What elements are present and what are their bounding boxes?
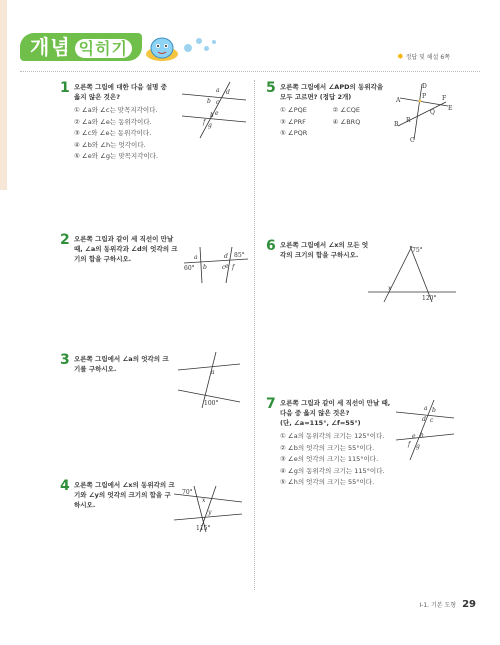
q5-label-R: R bbox=[406, 117, 411, 124]
q7-option-5: ⑤ ∠h의 엇각의 크기는 55°이다. bbox=[280, 478, 375, 486]
q2-number: 2 bbox=[60, 232, 70, 248]
q2-text: 오른쪽 그림과 같이 세 직선이 만날 때, ∠a의 동위각과 ∠d의 엇각의 크기의 합을 구하시오. bbox=[74, 235, 178, 263]
q1-label-f: f bbox=[203, 119, 206, 126]
q5-label-D: D bbox=[422, 83, 427, 90]
q5-label-C: C bbox=[410, 137, 415, 144]
q7-label-h: h bbox=[420, 432, 424, 439]
q7-label-c: c bbox=[430, 417, 434, 424]
q3-block bbox=[74, 354, 174, 374]
q1-option-3: ③ ∠c와 ∠e는 동위각이다. bbox=[74, 129, 152, 137]
star-icon: ✸ bbox=[397, 52, 404, 61]
page-footer bbox=[419, 599, 476, 610]
q7-label-b: b bbox=[432, 407, 436, 414]
q5-text: 오른쪽 그림에서 ∠APD의 동위각을 모두 고르면? (정답 2개) bbox=[280, 83, 384, 101]
q7-options bbox=[280, 431, 392, 489]
q4-block bbox=[74, 480, 176, 510]
q5-option-5: ⑤ ∠PQR bbox=[280, 129, 308, 137]
q3-figure bbox=[176, 350, 246, 414]
section-badge bbox=[20, 33, 142, 61]
q1-label-e: e bbox=[215, 110, 219, 117]
q2-label-b: b bbox=[203, 264, 207, 271]
badge-title-part2: 익히기 bbox=[75, 39, 132, 58]
q7-block bbox=[280, 398, 392, 489]
q6-text: 오른쪽 그림에서 ∠x의 모든 엇각의 크기의 합을 구하시오. bbox=[280, 241, 369, 259]
q5-label-Q: Q bbox=[430, 109, 435, 116]
q3-text: 오른쪽 그림에서 ∠a의 엇각의 크기를 구하시오. bbox=[74, 355, 169, 373]
q4-number: 4 bbox=[60, 478, 70, 494]
q1-label-h: h bbox=[210, 112, 214, 119]
q5-label-B: B bbox=[394, 121, 399, 128]
q2-label-e: e bbox=[225, 263, 229, 270]
q1-label-d: d bbox=[226, 89, 230, 96]
q4-label-y: y bbox=[208, 509, 212, 516]
q5-label-A: A bbox=[396, 97, 401, 104]
q1-block bbox=[74, 82, 174, 163]
q6-figure bbox=[366, 244, 458, 308]
mascot-icon bbox=[142, 30, 182, 64]
q7-number: 7 bbox=[266, 396, 276, 412]
q1-option-4: ④ ∠b와 ∠h는 엇각이다. bbox=[74, 140, 146, 149]
q6-label-75: 75° bbox=[412, 247, 423, 254]
q3-label-a: a bbox=[211, 369, 215, 376]
q6-block bbox=[280, 240, 370, 260]
q7-figure bbox=[394, 398, 456, 467]
q1-option-2: ② ∠a와 ∠e는 동위각이다. bbox=[74, 117, 152, 126]
q7-option-4: ④ ∠g의 동위각의 크기는 115°이다. bbox=[280, 466, 385, 475]
q7-label-f: f bbox=[408, 441, 411, 448]
q4-label-70: 70° bbox=[182, 489, 193, 496]
q7-text: 오른쪽 그림과 같이 세 직선이 만날 때, 다음 중 옳지 않은 것은? bbox=[280, 399, 391, 417]
q2-label-d: d bbox=[224, 253, 228, 260]
q1-option-5: ⑤ ∠e와 ∠g는 맞꼭지각이다. bbox=[74, 152, 159, 160]
q5-label-E: E bbox=[448, 105, 453, 112]
q5-figure bbox=[392, 80, 454, 149]
bubbles-decoration bbox=[182, 36, 222, 56]
q4-label-x: x bbox=[202, 497, 206, 504]
q2-label-85: 85° bbox=[234, 252, 245, 259]
header-divider bbox=[20, 71, 480, 72]
footer-section: I-1. 기본 도형 bbox=[419, 602, 457, 609]
q1-option-1: ① ∠a와 ∠c는 맞꼭지각이다. bbox=[74, 106, 158, 114]
answer-reference-text: 정답 및 해설 6쪽 bbox=[405, 54, 450, 61]
q1-label-a: a bbox=[216, 87, 220, 94]
q5-option-2: ② ∠CQE bbox=[332, 106, 360, 114]
q3-number: 3 bbox=[60, 352, 70, 368]
q7-label-d: d bbox=[422, 416, 426, 423]
side-tab bbox=[0, 0, 7, 190]
q5-option-3: ③ ∠PRF bbox=[280, 117, 306, 126]
q2-label-c: c bbox=[222, 264, 226, 271]
q7-option-3: ③ ∠e의 엇각의 크기는 115°이다. bbox=[280, 455, 379, 463]
badge-title-part1: 개념 bbox=[30, 35, 71, 59]
q1-figure bbox=[180, 80, 250, 144]
q2-label-a: a bbox=[194, 254, 198, 261]
q1-label-b: b bbox=[207, 98, 211, 105]
q2-label-60: 60° bbox=[184, 265, 195, 272]
q2-block bbox=[74, 234, 178, 264]
answer-reference bbox=[397, 52, 450, 61]
q1-number: 1 bbox=[60, 80, 70, 96]
q3-label-100: 100° bbox=[204, 400, 219, 407]
q7-label-e: e bbox=[412, 433, 416, 440]
q5-label-P: P bbox=[422, 93, 427, 100]
q1-options bbox=[74, 105, 174, 163]
q4-text: 오른쪽 그림에서 ∠x의 동위각의 크기와 ∠y의 엇각의 크기의 합을 구하시오. bbox=[74, 481, 175, 509]
q7-option-1: ① ∠a의 동위각의 크기는 125°이다. bbox=[280, 432, 385, 440]
q7-label-a: a bbox=[424, 405, 428, 412]
q5-option-4: ④ ∠BRQ bbox=[332, 117, 361, 126]
q2-figure bbox=[182, 245, 252, 289]
q7-option-2: ② ∠b의 엇각의 크기는 55°이다. bbox=[280, 443, 375, 452]
q4-label-115: 115° bbox=[196, 525, 211, 532]
q6-number: 6 bbox=[266, 238, 276, 254]
q6-label-x: x bbox=[388, 285, 392, 292]
q1-label-c: c bbox=[216, 99, 220, 106]
q5-options bbox=[280, 105, 385, 140]
page-number: 29 bbox=[462, 599, 476, 610]
q5-block bbox=[280, 82, 385, 140]
q7-label-g: g bbox=[416, 443, 420, 450]
q1-text: 오른쪽 그림에 대한 다음 설명 중 옳지 않은 것은? bbox=[74, 83, 167, 101]
q6-label-120: 120° bbox=[422, 295, 437, 302]
q5-label-F: F bbox=[442, 95, 447, 102]
q5-option-1: ① ∠PQE bbox=[280, 106, 307, 114]
column-divider bbox=[254, 80, 255, 590]
q2-label-f: f bbox=[232, 264, 235, 271]
q4-figure bbox=[172, 484, 244, 538]
q1-label-g: g bbox=[208, 122, 212, 129]
q7-condition: (단, ∠a=115°, ∠f=55°) bbox=[280, 419, 361, 427]
q5-number: 5 bbox=[266, 80, 276, 96]
